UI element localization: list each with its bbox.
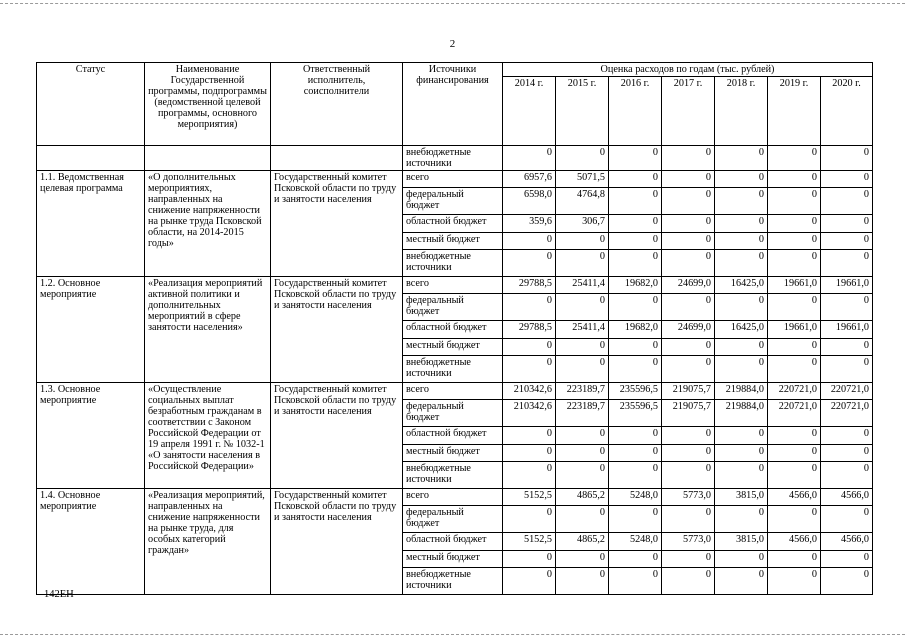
value-cell: 0	[609, 188, 662, 215]
value-cell: 19661,0	[768, 277, 821, 294]
value-cell: 219884,0	[715, 400, 768, 427]
value-cell: 0	[715, 551, 768, 568]
program-responsible: Государственный комитет Псковской области по труду и занятости населения	[271, 383, 403, 489]
value-cell: 25411,4	[556, 277, 609, 294]
value-cell: 5152,5	[503, 533, 556, 551]
value-cell: 219075,7	[662, 383, 715, 400]
source-label: местный бюджет	[403, 233, 503, 250]
value-cell: 0	[609, 146, 662, 171]
value-cell: 0	[715, 233, 768, 250]
value-cell: 0	[556, 445, 609, 462]
header-name: Наименование Государственной программы, подпрограммы (ведомственной целевой программы, основного мероприятия)	[145, 63, 271, 146]
value-cell: 0	[503, 427, 556, 445]
program-name: «О дополнительных мероприятиях, направленных на снижение напряженности на рынке труда Псковской области, на 2014-2015 годы»	[145, 171, 271, 277]
value-cell: 0	[715, 171, 768, 188]
value-cell: 3815,0	[715, 533, 768, 551]
value-cell: 0	[821, 215, 873, 233]
value-cell: 4865,2	[556, 489, 609, 506]
value-cell: 0	[662, 188, 715, 215]
value-cell: 0	[768, 250, 821, 277]
value-cell: 0	[715, 146, 768, 171]
value-cell: 0	[503, 146, 556, 171]
value-cell: 0	[503, 551, 556, 568]
value-cell: 0	[821, 551, 873, 568]
value-cell: 0	[503, 445, 556, 462]
value-cell: 0	[821, 445, 873, 462]
empty-cell	[37, 146, 145, 171]
value-cell: 0	[662, 568, 715, 595]
value-cell: 0	[503, 339, 556, 356]
value-cell: 6957,6	[503, 171, 556, 188]
source-label: внебюджетные источники	[403, 250, 503, 277]
source-label: внебюджетные источники	[403, 462, 503, 489]
table-row	[37, 383, 873, 400]
value-cell: 0	[768, 427, 821, 445]
value-cell: 0	[715, 339, 768, 356]
value-cell: 0	[556, 551, 609, 568]
value-cell: 4764,8	[556, 188, 609, 215]
source-label: местный бюджет	[403, 339, 503, 356]
value-cell: 16425,0	[715, 277, 768, 294]
value-cell: 0	[821, 188, 873, 215]
value-cell: 0	[609, 427, 662, 445]
budget-table	[36, 62, 873, 595]
value-cell: 4566,0	[768, 533, 821, 551]
value-cell: 0	[715, 427, 768, 445]
source-label: федеральный бюджет	[403, 294, 503, 321]
value-cell: 0	[715, 445, 768, 462]
empty-cell	[145, 146, 271, 171]
value-cell: 0	[556, 506, 609, 533]
value-cell: 29788,5	[503, 277, 556, 294]
page-number: 2	[449, 38, 456, 50]
value-cell: 3815,0	[715, 489, 768, 506]
value-cell: 220721,0	[821, 400, 873, 427]
value-cell: 0	[821, 568, 873, 595]
value-cell: 0	[821, 462, 873, 489]
value-cell: 0	[503, 356, 556, 383]
value-cell: 0	[662, 233, 715, 250]
value-cell: 220721,0	[768, 400, 821, 427]
value-cell: 0	[768, 294, 821, 321]
header-year: 2015 г.	[556, 77, 609, 146]
value-cell: 0	[715, 215, 768, 233]
value-cell: 0	[768, 146, 821, 171]
value-cell: 0	[768, 462, 821, 489]
value-cell: 0	[556, 250, 609, 277]
value-cell: 0	[609, 339, 662, 356]
value-cell: 210342,6	[503, 383, 556, 400]
value-cell: 19682,0	[609, 277, 662, 294]
header-year: 2014 г.	[503, 77, 556, 146]
carry-over-row	[37, 146, 873, 171]
value-cell: 0	[662, 506, 715, 533]
value-cell: 0	[768, 215, 821, 233]
scan-edge-top	[0, 3, 905, 4]
value-cell: 0	[556, 294, 609, 321]
value-cell: 0	[556, 146, 609, 171]
value-cell: 5071,5	[556, 171, 609, 188]
value-cell: 0	[609, 294, 662, 321]
value-cell: 0	[662, 215, 715, 233]
header-year: 2016 г.	[609, 77, 662, 146]
source-label: областной бюджет	[403, 427, 503, 445]
value-cell: 0	[715, 188, 768, 215]
header-responsible: Ответственный исполнитель, соисполнители	[271, 63, 403, 146]
value-cell: 0	[821, 294, 873, 321]
header-year: 2017 г.	[662, 77, 715, 146]
value-cell: 5773,0	[662, 533, 715, 551]
source-label: всего	[403, 171, 503, 188]
program-responsible: Государственный комитет Псковской области по труду и занятости населения	[271, 277, 403, 383]
source-label: всего	[403, 383, 503, 400]
value-cell: 0	[715, 462, 768, 489]
value-cell: 219075,7	[662, 400, 715, 427]
source-label: внебюджетные источники	[403, 356, 503, 383]
program-responsible: Государственный комитет Псковской области по труду и занятости населения	[271, 489, 403, 595]
value-cell: 219884,0	[715, 383, 768, 400]
table-row	[37, 277, 873, 294]
value-cell: 0	[821, 250, 873, 277]
value-cell: 4865,2	[556, 533, 609, 551]
value-cell: 19661,0	[821, 277, 873, 294]
value-cell: 0	[821, 356, 873, 383]
value-cell: 0	[715, 294, 768, 321]
program-status: 1.1. Ведомственная целевая программа	[37, 171, 145, 277]
value-cell: 24699,0	[662, 321, 715, 339]
value-cell: 0	[768, 506, 821, 533]
value-cell: 4566,0	[768, 489, 821, 506]
source-label: внебюджетные источники	[403, 568, 503, 595]
table-row	[37, 171, 873, 188]
source-label: местный бюджет	[403, 445, 503, 462]
value-cell: 0	[662, 356, 715, 383]
value-cell: 220721,0	[821, 383, 873, 400]
value-cell: 220721,0	[768, 383, 821, 400]
source-label: внебюджетные источники	[403, 146, 503, 171]
value-cell: 0	[662, 427, 715, 445]
value-cell: 0	[715, 506, 768, 533]
value-cell: 0	[503, 250, 556, 277]
value-cell: 0	[662, 462, 715, 489]
value-cell: 0	[821, 506, 873, 533]
source-label: федеральный бюджет	[403, 188, 503, 215]
program-name: «Осуществление социальных выплат безработным гражданам в соответствии с Законом Российской Федерации от 19 апреля 1991 г. № 1032-1 «О занятости населения в Российской Федерации»	[145, 383, 271, 489]
value-cell: 0	[609, 215, 662, 233]
program-status: 1.3. Основное мероприятие	[37, 383, 145, 489]
value-cell: 0	[768, 445, 821, 462]
program-name: «Реализация мероприятий, направленных на снижение напряженности на рынке труда, для особых категорий граждан»	[145, 489, 271, 595]
header-year: 2018 г.	[715, 77, 768, 146]
value-cell: 0	[821, 427, 873, 445]
value-cell: 16425,0	[715, 321, 768, 339]
value-cell: 0	[609, 568, 662, 595]
value-cell: 0	[662, 250, 715, 277]
value-cell: 4566,0	[821, 533, 873, 551]
program-name: «Реализация мероприятий активной политики и дополнительных мероприятий в сфере занятости населения»	[145, 277, 271, 383]
value-cell: 0	[768, 188, 821, 215]
value-cell: 0	[609, 551, 662, 568]
value-cell: 0	[609, 233, 662, 250]
value-cell: 5152,5	[503, 489, 556, 506]
value-cell: 24699,0	[662, 277, 715, 294]
value-cell: 25411,4	[556, 321, 609, 339]
value-cell: 0	[556, 233, 609, 250]
value-cell: 0	[662, 294, 715, 321]
value-cell: 0	[556, 462, 609, 489]
value-cell: 0	[821, 171, 873, 188]
value-cell: 0	[821, 339, 873, 356]
value-cell: 0	[503, 233, 556, 250]
value-cell: 29788,5	[503, 321, 556, 339]
value-cell: 0	[662, 171, 715, 188]
program-responsible: Государственный комитет Псковской области по труду и занятости населения	[271, 171, 403, 277]
source-label: областной бюджет	[403, 533, 503, 551]
value-cell: 0	[609, 445, 662, 462]
value-cell: 19682,0	[609, 321, 662, 339]
table-row	[37, 489, 873, 506]
scan-edge-bottom	[0, 634, 905, 635]
value-cell: 0	[609, 250, 662, 277]
value-cell: 0	[715, 356, 768, 383]
program-status: 1.4. Основное мероприятие	[37, 489, 145, 595]
value-cell: 306,7	[556, 215, 609, 233]
value-cell: 4566,0	[821, 489, 873, 506]
value-cell: 0	[768, 568, 821, 595]
value-cell: 0	[503, 506, 556, 533]
header-row	[37, 63, 873, 77]
value-cell: 0	[662, 146, 715, 171]
source-label: всего	[403, 489, 503, 506]
value-cell: 0	[556, 339, 609, 356]
value-cell: 6598,0	[503, 188, 556, 215]
source-label: местный бюджет	[403, 551, 503, 568]
value-cell: 0	[662, 445, 715, 462]
value-cell: 0	[609, 356, 662, 383]
value-cell: 0	[821, 233, 873, 250]
value-cell: 0	[662, 551, 715, 568]
value-cell: 235596,5	[609, 383, 662, 400]
value-cell: 0	[503, 568, 556, 595]
source-label: федеральный бюджет	[403, 506, 503, 533]
value-cell: 0	[503, 462, 556, 489]
header-sources: Источники финансирования	[403, 63, 503, 146]
value-cell: 210342,6	[503, 400, 556, 427]
value-cell: 0	[556, 568, 609, 595]
value-cell: 223189,7	[556, 400, 609, 427]
value-cell: 0	[821, 146, 873, 171]
header-estimate: Оценка расходов по годам (тыс. рублей)	[503, 63, 873, 77]
value-cell: 0	[662, 339, 715, 356]
value-cell: 223189,7	[556, 383, 609, 400]
value-cell: 0	[768, 339, 821, 356]
value-cell: 19661,0	[821, 321, 873, 339]
value-cell: 0	[609, 462, 662, 489]
value-cell: 0	[556, 356, 609, 383]
value-cell: 0	[768, 356, 821, 383]
value-cell: 0	[556, 427, 609, 445]
value-cell: 0	[609, 506, 662, 533]
value-cell: 19661,0	[768, 321, 821, 339]
value-cell: 0	[768, 171, 821, 188]
value-cell: 0	[503, 294, 556, 321]
value-cell: 235596,5	[609, 400, 662, 427]
value-cell: 0	[715, 568, 768, 595]
program-status: 1.2. Основное мероприятие	[37, 277, 145, 383]
value-cell: 0	[768, 551, 821, 568]
value-cell: 0	[768, 233, 821, 250]
value-cell: 0	[609, 171, 662, 188]
source-label: областной бюджет	[403, 215, 503, 233]
header-status: Статус	[37, 63, 145, 146]
value-cell: 359,6	[503, 215, 556, 233]
document-code: 142ЕН	[44, 589, 74, 600]
value-cell: 5773,0	[662, 489, 715, 506]
empty-cell	[271, 146, 403, 171]
header-year: 2020 г.	[821, 77, 873, 146]
value-cell: 0	[715, 250, 768, 277]
source-label: федеральный бюджет	[403, 400, 503, 427]
value-cell: 5248,0	[609, 533, 662, 551]
source-label: областной бюджет	[403, 321, 503, 339]
source-label: всего	[403, 277, 503, 294]
header-year: 2019 г.	[768, 77, 821, 146]
value-cell: 5248,0	[609, 489, 662, 506]
